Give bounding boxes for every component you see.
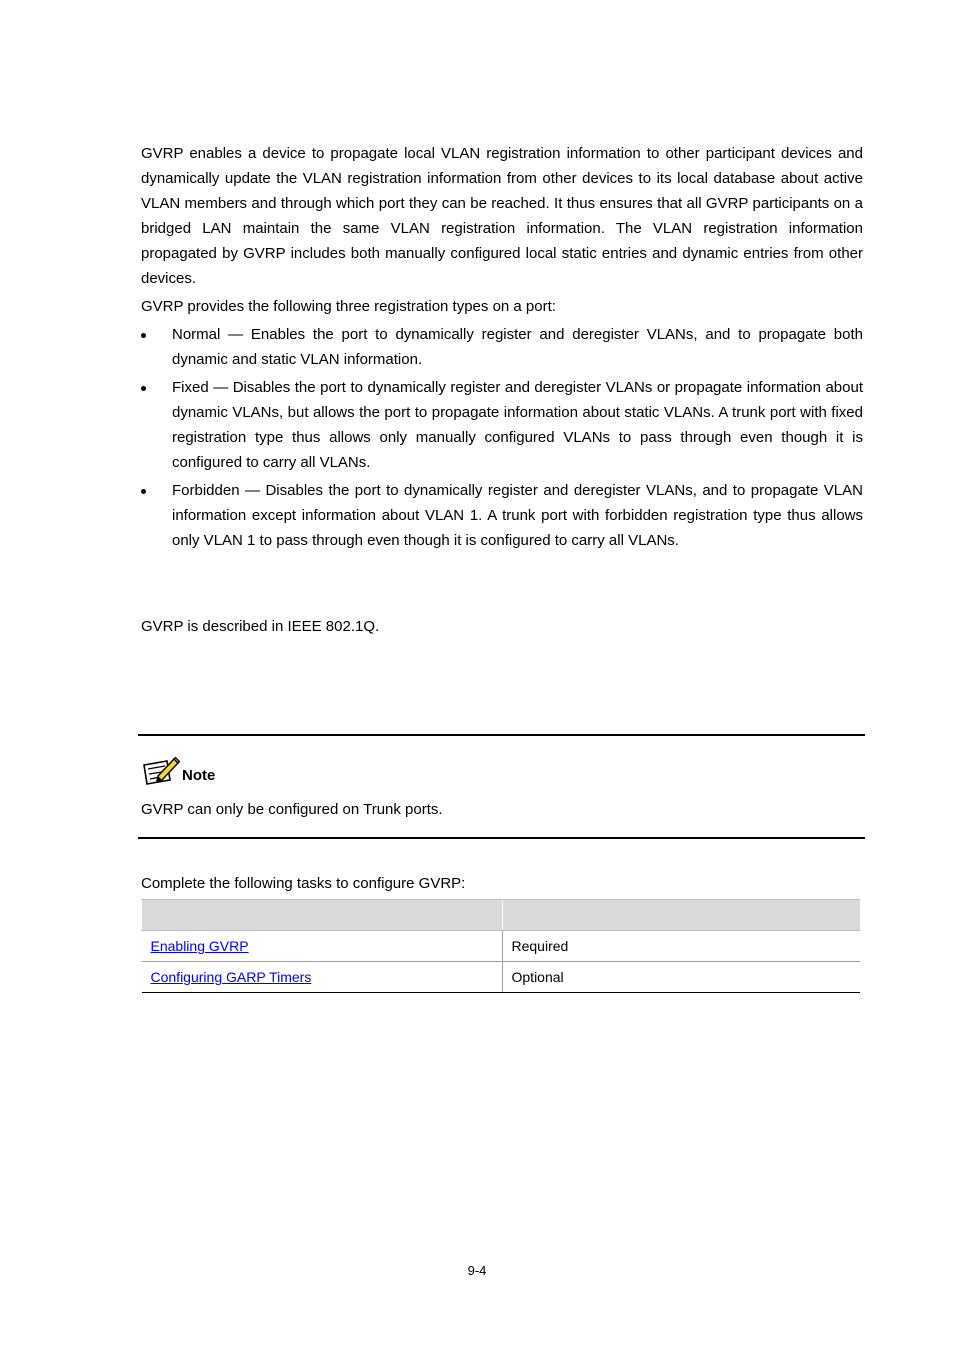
task-cell [142, 962, 503, 993]
table-header-row [142, 900, 861, 931]
table-row [142, 931, 861, 962]
table-header-cell [142, 900, 503, 931]
bullet-icon [141, 489, 146, 494]
list-item [141, 375, 863, 475]
enabling-gvrp-link[interactable]: Enabling GVRP [150, 938, 249, 954]
note-label: Note [182, 767, 216, 784]
gvrp-intro-paragraph: GVRP enables a device to propagate local VLAN registration information to other participant devices and dynamically update the VLAN registration information from other devices to its local database about active VLAN members and through which port they can be reached. It thus ensures that all GVRP participants on a bridged LAN maintain the same VLAN registration information. The VLAN registration information propagated by GVRP includes both manually configured local static entries and dynamic entries from other devices. [141, 145, 863, 287]
registration-types-list [141, 322, 863, 556]
configuring-garp-timers-link[interactable]: Configuring GARP Timers [150, 969, 312, 985]
note-bottom-divider [138, 837, 865, 839]
task-cell [142, 931, 503, 962]
registration-type-forbidden: Forbidden — Disables the port to dynamically register and deregister VLANs, and to propagate VLAN information except information about VLAN 1. A trunk port with forbidden registration type thus allows only VLAN 1 to pass through even though it is configured to carry all VLANs. [172, 482, 863, 549]
list-item [141, 322, 863, 372]
note-top-divider [138, 734, 865, 736]
page-number: 9-4 [467, 1263, 487, 1278]
note-text: GVRP can only be configured on Trunk ports. [141, 801, 443, 818]
registration-types-intro: GVRP provides the following three registration types on a port: [141, 298, 556, 315]
remarks-cell: Required [502, 931, 860, 962]
note-header [141, 752, 215, 786]
bullet-icon [141, 333, 146, 338]
bullet-icon [141, 386, 146, 391]
table-header-cell [502, 900, 860, 931]
list-item [141, 478, 863, 553]
remarks-cell: Optional [502, 962, 860, 993]
standard-paragraph: GVRP is described in IEEE 802.1Q. [141, 618, 380, 635]
registration-type-fixed: Fixed — Disables the port to dynamically register and deregister VLANs or propagate information about dynamic VLANs, but allows the port to propagate information about static VLANs. A trunk port with fixed registration type thus allows only manually configured VLANs to pass through even though it is configured to carry all VLANs. [172, 379, 863, 471]
tasks-intro: Complete the following tasks to configure GVRP: [141, 875, 466, 892]
gvrp-tasks-table [141, 899, 860, 993]
table-row [142, 962, 861, 993]
note-pencil-icon [141, 756, 181, 786]
registration-type-normal: Normal — Enables the port to dynamically register and deregister VLANs, and to propagate both dynamic and static VLAN information. [172, 326, 863, 368]
